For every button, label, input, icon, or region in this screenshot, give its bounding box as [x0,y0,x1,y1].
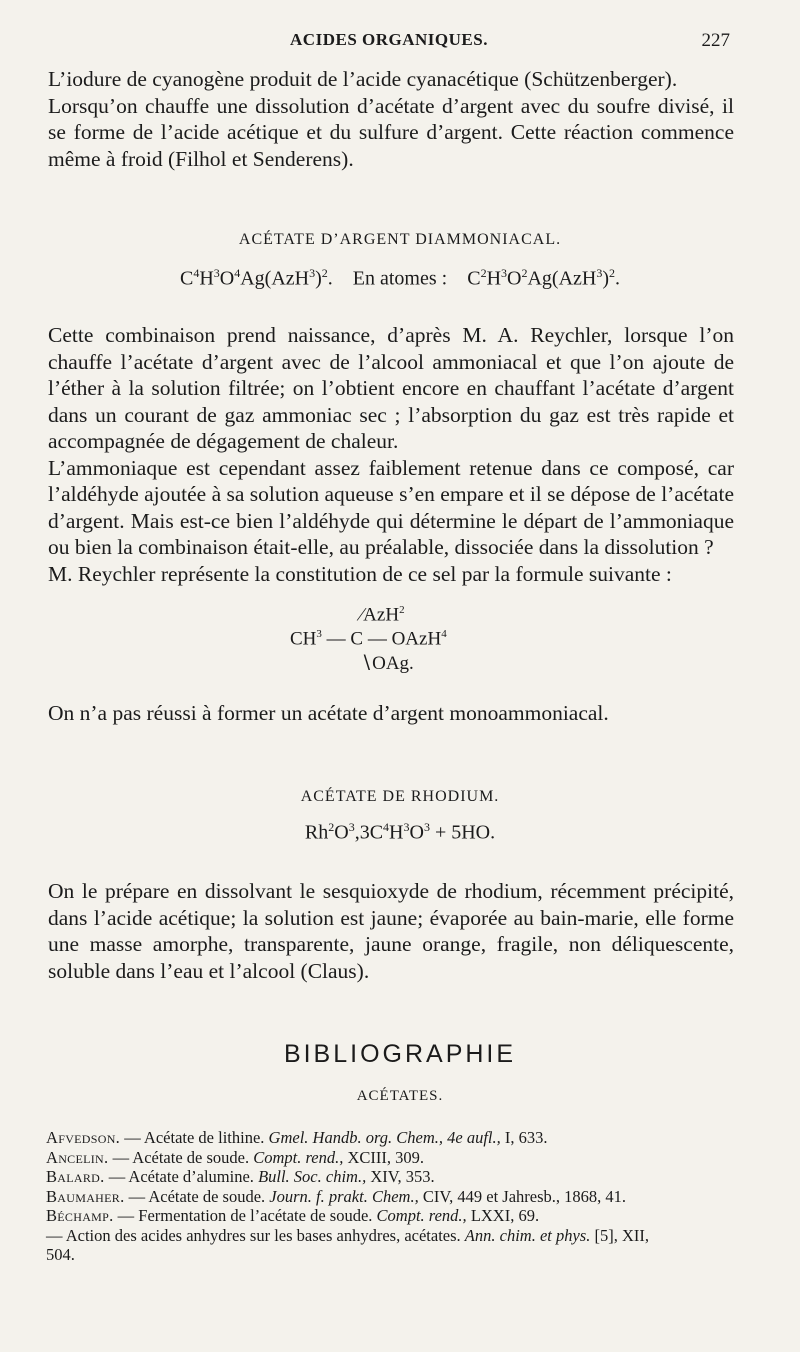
bibliography-list [46,1128,736,1265]
section1-conclusion [48,700,734,727]
section1-after-formula: On n’a pas réussi à former un acétate d’argent monoammoniacal. [48,701,609,725]
section-heading-silver-diammoniacal: ACÉTATE D’ARGENT DIAMMONIACAL. [238,231,562,248]
reference-entry: Béchamp. — Fermentation de l’acétate de soude. Compt. rend., LXXI, 69. [46,1206,540,1225]
rhodium-formula: $Rh^2O^3,3C^4H^3O^3 + 5HO$. [304,820,496,844]
intro-paragraph-2: Lorsqu’on chauffe une dissolution d’acétate d’argent avec du soufre divisé, il se forme de l’acide acétique et du sulfure d’argent. Cette réaction commence même à froid (Filhol et Senderens). [48,93,734,171]
section-heading-rhodium: ACÉTATE DE RHODIUM. [300,788,500,805]
running-title: ACIDES ORGANIQUES. [290,30,488,49]
reference-entry: 504. [46,1245,75,1264]
structural-formula: ∕AzH$^2$ $CH^3$ — C — OAzH$^4$ ∖OAg. [290,604,447,674]
section2-body [48,878,734,984]
page-number: 227 [701,30,730,51]
section1-paragraph-2: L’ammoniaque est cependant assez faiblement retenue dans ce composé, car l’aldéhyde ajoutée à sa solution aqueuse s’en empare et il se dépose de l’acétate d’argent. Mais est-ce bien l’aldéhyde qui détermine le départ de l’ammoniaque ou bien la combinaison était-elle, au préalable, dissociée dans la dissolution ? [48,455,734,559]
section1-paragraph-1: Cette combinaison prend naissance, d’après M. A. Reychler, lorsque l’on chauffe l’acétate d’argent avec de l’alcool ammoniacal et que l’on ajoute de l’éther à la solution filtrée; on l’obtient encore en chauffant l’acétate d’argent dans un courant de gaz ammoniac sec ; l’absorption du gaz est très rapide et accompagnée de dégagement de chaleur. [48,323,734,453]
section1-body [48,322,734,587]
section1-paragraph-3: M. Reychler représente la constitution de ce sel par la formule suivante : [48,561,672,586]
running-header [48,30,730,56]
empirical-formula: $C^4H^3O^4Ag(AzH^3)^2$. En atomes : $C^2H^3O^2Ag(AzH^3)^2$. [179,266,621,290]
section2-paragraph: On le prépare en dissolvant le sesquioxyde de rhodium, récemment précipité, dans l’acide acétique; la solution est jaune; évaporée au bain-marie, elle forme une masse amorphe, transparente, jaune orange, fragile, non déliquescente, soluble dans l’eau et l’alcool (Claus). [48,879,734,983]
reference-entry: Baumaher. — Acétate de soude. Journ. f. prakt. Chem., CIV, 449 et Jahresb., 1868, 41. [46,1186,627,1206]
bibliography-subtitle: ACÉTATES. [356,1088,444,1104]
bibliography-title: BIBLIOGRAPHIE [283,1040,517,1068]
reference-entry: Ancelin. — Acétate de soude. Compt. rend., XCIII, 309. [46,1147,425,1167]
reference-entry: Balard. — Acétate d’alumine. Bull. Soc. chim., XIV, 353. [46,1167,435,1186]
reference-entry: Afvedson. — Acétate de lithine. Gmel. Handb. org. Chem., 4e aufl., I, 633. [46,1128,548,1147]
atoms-label: En atomes : [352,267,448,290]
intro-line-1: L’iodure de cyanogène produit de l’acide cyanacétique (Schützenberger). [48,67,678,91]
intro-block [48,66,734,172]
reference-entry: — Action des acides anhydres sur les bases anhydres, acétates. Ann. chim. et phys. [5], XII, [46,1225,650,1245]
